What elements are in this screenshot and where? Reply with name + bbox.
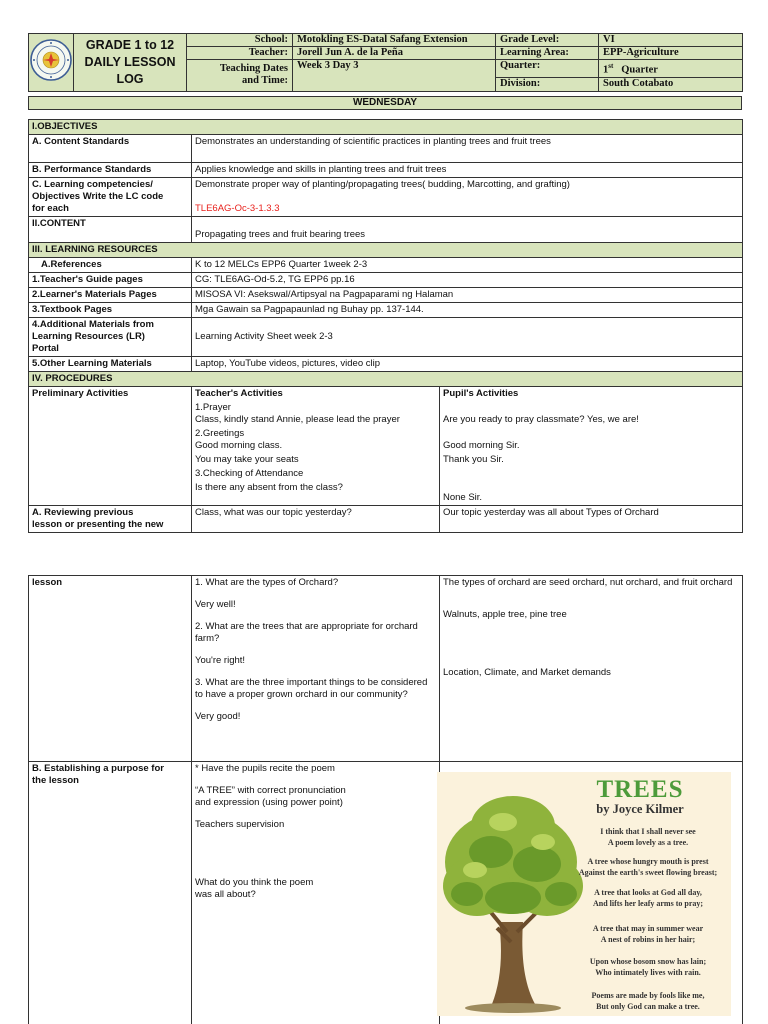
additional-materials-value: Learning Activity Sheet week 2-3 — [192, 318, 743, 357]
review-questions: 1. What are the types of Orchard? Very well! 2. What are the trees that are appropriate for orchard farm? You're right! 3. What are the three important things to be considered to have a proper grown orchard in our community? Very good! — [192, 576, 440, 762]
grade-label: Grade Level: — [496, 34, 599, 47]
resources-heading: III. LEARNING RESOURCES — [29, 243, 743, 258]
reviewing-label: A. Reviewing previous lesson or presenting the new — [29, 506, 192, 533]
quarter-label: Quarter: — [496, 60, 599, 78]
poem-stanza: A tree whose hungry mouth is prest Against the earth's sweet flowing breast; — [578, 857, 718, 877]
reviewing-teacher: Class, what was our topic yesterday? — [192, 506, 440, 533]
teacher-value: Jorell Jun A. de la Peña — [293, 47, 496, 60]
poem-stanza: A tree that looks at God all day, And lifts her leafy arms to pray; — [592, 888, 704, 908]
seal-icon — [29, 38, 73, 82]
division-value: South Cotabato — [599, 77, 743, 91]
header-table — [28, 33, 743, 92]
other-materials-value: Laptop, YouTube videos, pictures, video clip — [192, 357, 743, 372]
pupil-activities: Pupil's Activities Are you ready to pray classmate? Yes, we are! Good morning Sir. Thank you Sir. None Sir. — [440, 387, 743, 506]
content-standards-value: Demonstrates an understanding of scientific practices in planting trees and fruit trees — [192, 135, 743, 163]
other-materials-label: 5.Other Learning Materials — [29, 357, 192, 372]
learners-materials-label: 2.Learner's Materials Pages — [29, 288, 192, 303]
preliminary-label: Preliminary Activities — [29, 387, 192, 506]
objectives-heading: I.OBJECTIVES — [29, 120, 743, 135]
references-label: A.References — [29, 258, 192, 273]
poem-stanza: Poems are made by fools like me, But only God can make a tree. — [591, 991, 705, 1011]
dates-label: Teaching Dates and Time: — [187, 60, 293, 92]
poem-stanza: A tree that may in summer wear A nest of robins in her hair; — [592, 924, 704, 944]
textbook-value: Mga Gawain sa Pagpapaunlad ng Buhay pp. 137-144. — [192, 303, 743, 318]
lesson-table-page1 — [28, 119, 743, 533]
grade-value: VI — [599, 34, 743, 47]
teacher-activities: Teacher's Activities 1.Prayer Class, kindly stand Annie, please lead the prayer 2.Greetings Good morning class. You may take your seats 3.Checking of Attendance Is there any absent from the class? — [192, 387, 440, 506]
competencies-label: C. Learning competencies/ Objectives Write the LC code for each — [29, 178, 192, 217]
teachers-guide-label: 1.Teacher's Guide pages — [29, 273, 192, 288]
dates-value: Week 3 Day 3 — [293, 60, 496, 92]
poem-author: by Joyce Kilmer — [596, 802, 684, 816]
performance-standards-label: B. Performance Standards — [29, 163, 192, 178]
competencies-value: Demonstrate proper way of planting/propagating trees( budding, Marcotting, and grafting) TLE6AG-Oc-3-1.3.3 — [192, 178, 743, 217]
additional-materials-label: 4.Additional Materials from Learning Resources (LR) Portal — [29, 318, 192, 357]
quarter-value: 1st Quarter — [599, 60, 743, 78]
purpose-label: B. Establishing a purpose for the lesson — [29, 762, 192, 1024]
textbook-label: 3.Textbook Pages — [29, 303, 192, 318]
review-answers: The types of orchard are seed orchard, nut orchard, and fruit orchard Walnuts, apple tree, pine tree Location, Climate, and Market demands — [440, 576, 743, 762]
lc-code: TLE6AG-Oc-3-1.3.3 — [195, 203, 280, 214]
teacher-label: Teacher: — [187, 47, 293, 60]
division-label: Division: — [496, 77, 599, 91]
deped-seal — [29, 34, 74, 92]
reviewing-pupil: Our topic yesterday was all about Types of Orchard — [440, 506, 743, 533]
school-value: Motokling ES-Datal Safang Extension — [293, 34, 496, 47]
poem-stanza: Upon whose bosom snow has lain; Who intimately lives with rain. — [589, 957, 707, 977]
poem-stanza: I think that I shall never see A poem lovely as a tree. — [600, 827, 696, 847]
learners-materials-value: MISOSA VI: Asekswal/Artipsyal na Pagpaparami ng Halaman — [192, 288, 743, 303]
references-value: K to 12 MELCs EPP6 Quarter 1week 2-3 — [192, 258, 743, 273]
procedures-heading: IV. PROCEDURES — [29, 372, 743, 387]
trees-poem-image — [437, 772, 731, 1016]
area-value: EPP-Agriculture — [599, 47, 743, 60]
content-label: II.CONTENT — [29, 217, 192, 243]
teachers-guide-value: CG: TLE6AG-Od-5.2, TG EPP6 pp.16 — [192, 273, 743, 288]
purpose-teacher: * Have the pupils recite the poem “A TREE” with correct pronunciation and expression (using power point) Teachers supervision What do you think the poem was all about? — [192, 762, 440, 1024]
school-label: School: — [187, 34, 293, 47]
poem-title: TREES — [596, 776, 684, 803]
day-heading: WEDNESDAY — [28, 96, 742, 110]
lesson-label: lesson — [29, 576, 192, 762]
content-standards-label: A. Content Standards — [29, 135, 192, 163]
log-title: GRADE 1 to 12 DAILY LESSON LOG — [74, 34, 187, 92]
content-value: Propagating trees and fruit bearing trees — [192, 217, 743, 243]
performance-standards-value: Applies knowledge and skills in planting trees and fruit trees — [192, 163, 743, 178]
area-label: Learning Area: — [496, 47, 599, 60]
